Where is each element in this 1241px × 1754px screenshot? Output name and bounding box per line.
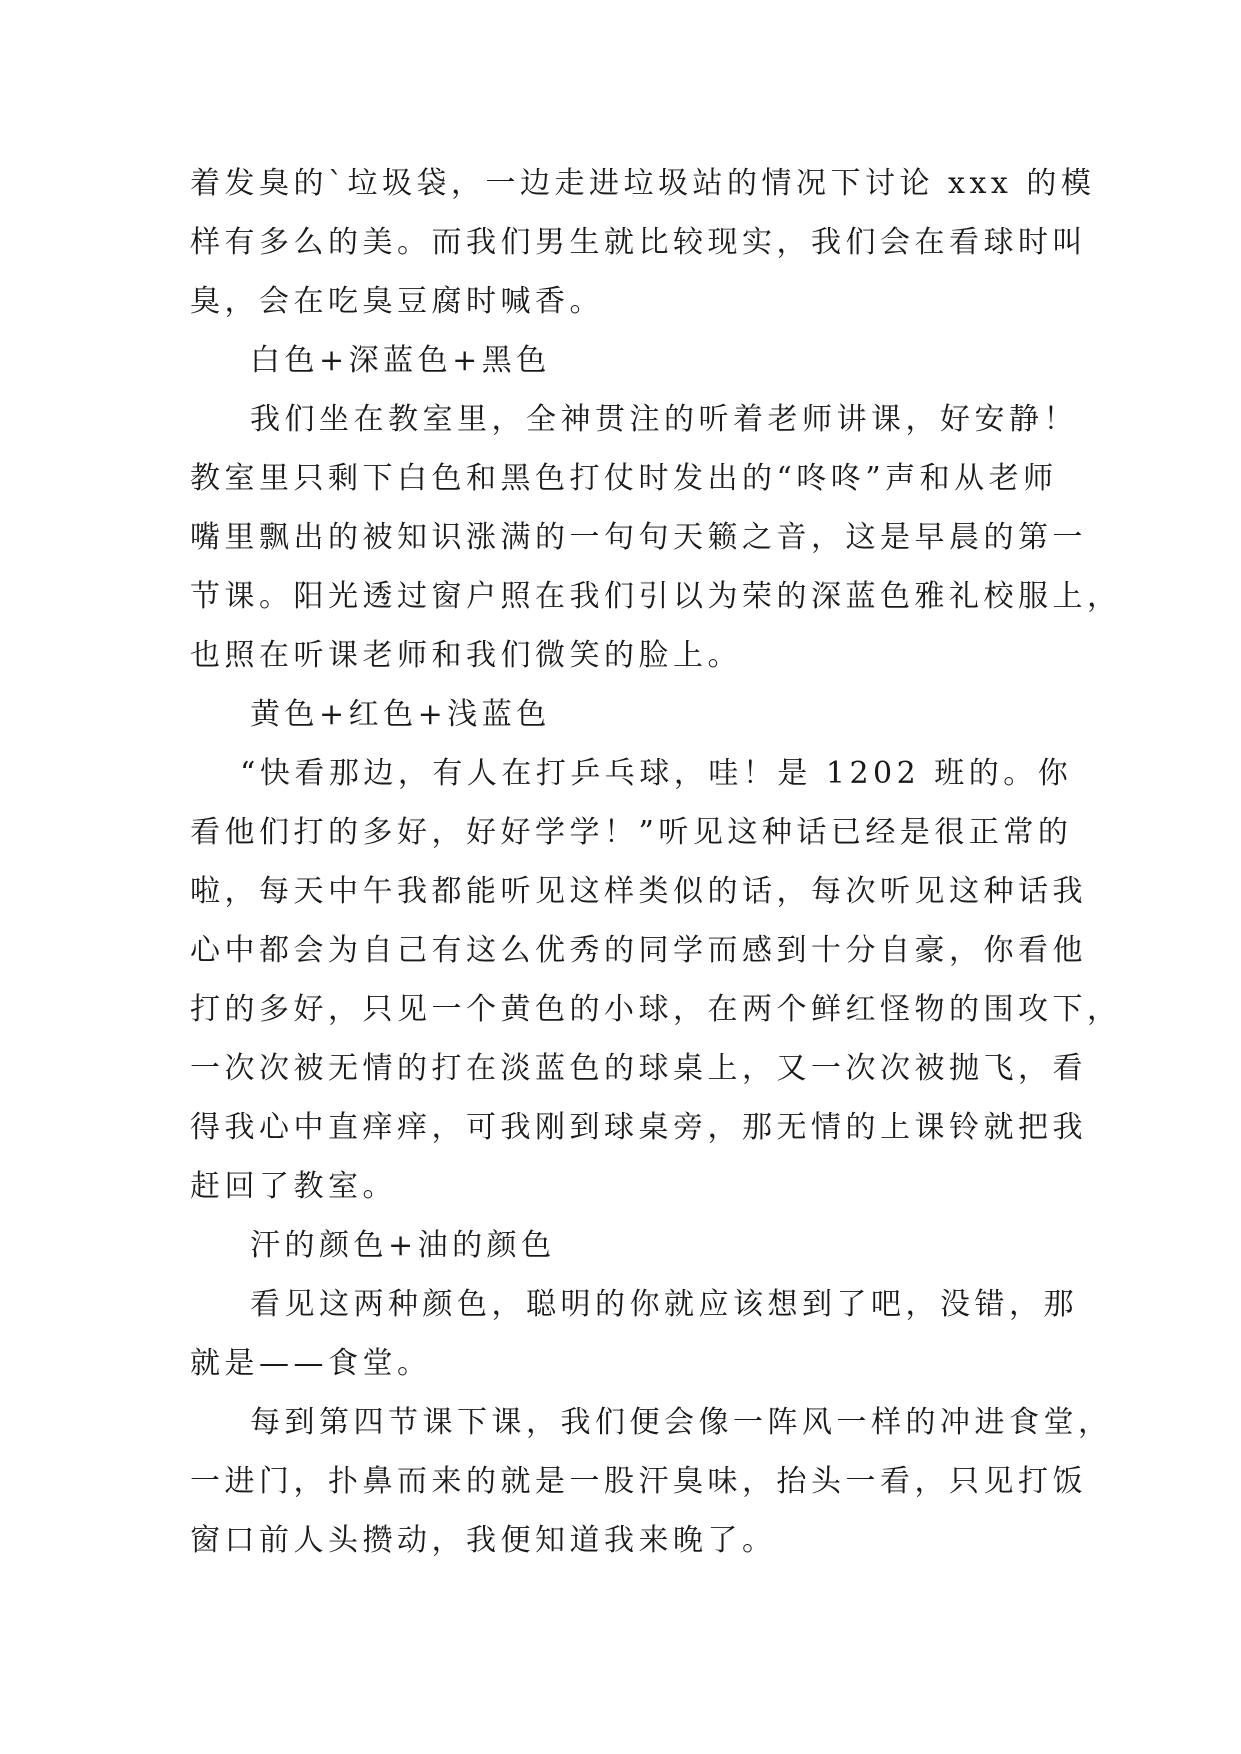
section-heading: 汗的颜色+油的颜色 xyxy=(250,1228,556,1263)
text-line: 教室里只剩下白色和黑色打仗时发出的“咚咚”声和从老师 xyxy=(190,461,1058,496)
text-line: 就是——食堂。 xyxy=(190,1346,432,1381)
text-line: 臭，会在吃臭豆腐时喊香。 xyxy=(190,284,604,319)
text-line: 样有多么的美。而我们男生就比较现实，我们会在看球时叫 xyxy=(190,225,1087,260)
text-line: 打的多好，只见一个黄色的小球，在两个鲜红怪物的围攻下， xyxy=(190,992,1122,1027)
text-line: 看他们打的多好，好好学学！”听见这种话已经是很正常的 xyxy=(190,815,1073,850)
text-line: 得我心中直痒痒，可我刚到球桌旁，那无情的上课铃就把我 xyxy=(190,1110,1087,1145)
text-line: 一次次被无情的打在淡蓝色的球桌上，又一次次被抛飞，看 xyxy=(190,1051,1087,1086)
paragraph-start: “快看那边，有人在打乒乓球，哇！是 1202 班的。你 xyxy=(240,756,1073,791)
paragraph-start: 看见这两种颜色，聪明的你就应该想到了吧，没错，那 xyxy=(250,1287,1078,1322)
paragraph-start: 每到第四节课下课，我们便会像一阵风一样的冲进食堂， xyxy=(250,1405,1113,1440)
section-heading: 黄色+红色+浅蓝色 xyxy=(250,697,551,732)
text-line: 嘴里飘出的被知识涨满的一句句天籁之音，这是早晨的第一 xyxy=(190,520,1087,555)
text-line: 也照在听课老师和我们微笑的脸上。 xyxy=(190,638,742,673)
text-line: 节课。阳光透过窗户照在我们引以为荣的深蓝色雅礼校服上， xyxy=(190,579,1122,614)
text-line: 啦，每天中午我都能听见这样类似的话，每次听见这种话我 xyxy=(190,874,1087,909)
section-heading: 白色+深蓝色+黑色 xyxy=(250,343,551,378)
text-line: 着发臭的`垃圾袋，一边走进垃圾站的情况下讨论 xxx 的模 xyxy=(190,166,1096,201)
text-line: 赶回了教室。 xyxy=(190,1169,397,1204)
text-line: 心中都会为自己有这么优秀的同学而感到十分自豪，你看他 xyxy=(190,933,1087,968)
paragraph-start: 我们坐在教室里，全神贯注的听着老师讲课，好安静！ xyxy=(250,402,1078,437)
text-line: 一进门，扑鼻而来的就是一股汗臭味，抬头一看，只见打饭 xyxy=(190,1464,1087,1499)
text-line: 窗口前人头攒动，我便知道我来晚了。 xyxy=(190,1523,777,1558)
